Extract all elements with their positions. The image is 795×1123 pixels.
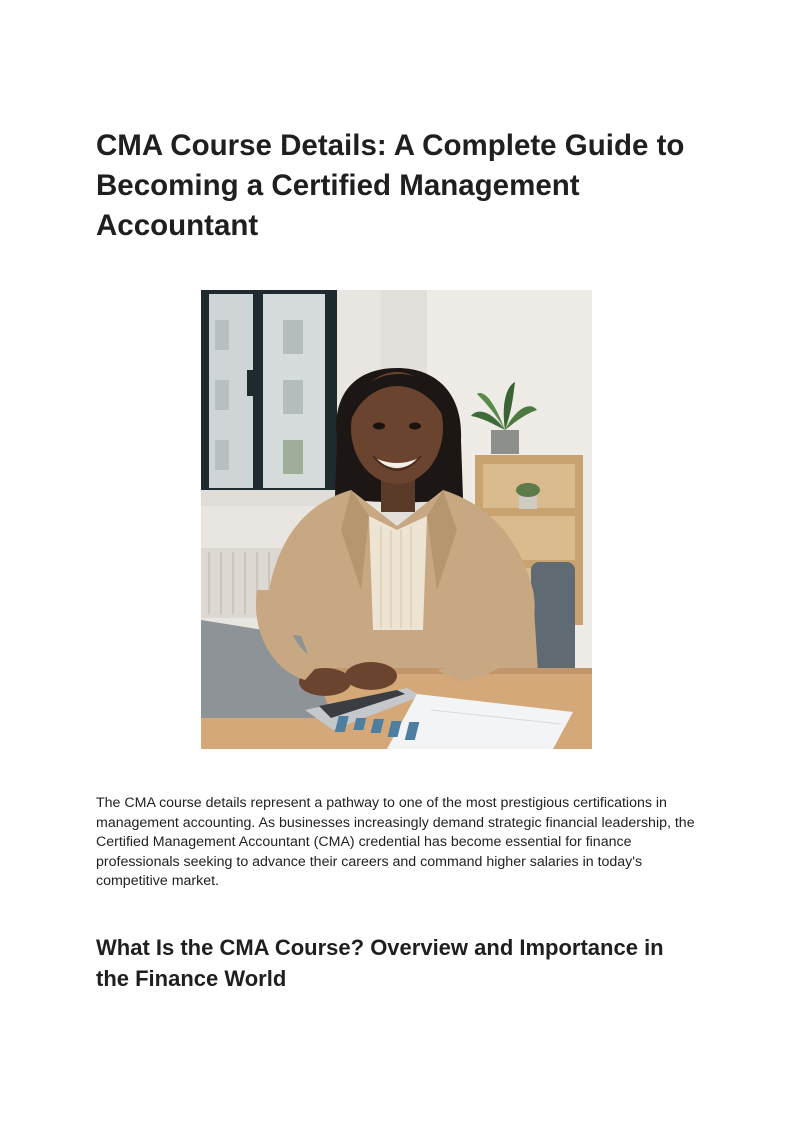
hero-photo (201, 290, 592, 749)
section-heading: What Is the CMA Course? Overview and Importance in the Finance World (96, 935, 664, 991)
intro-paragraph: The CMA course details represent a pathway to one of the most prestigious certifications in management accounting. As businesses increasingly demand strategic financial leadership, the Certified Management Accountant (CMA) credential has become essential for finance professionals seeking to advance their careers and command higher salaries in today's competitive market. (96, 795, 695, 890)
window-icon (201, 290, 351, 506)
page-title: CMA Course Details: A Complete Guide to Becoming a Certified Management Accountant (96, 129, 685, 242)
